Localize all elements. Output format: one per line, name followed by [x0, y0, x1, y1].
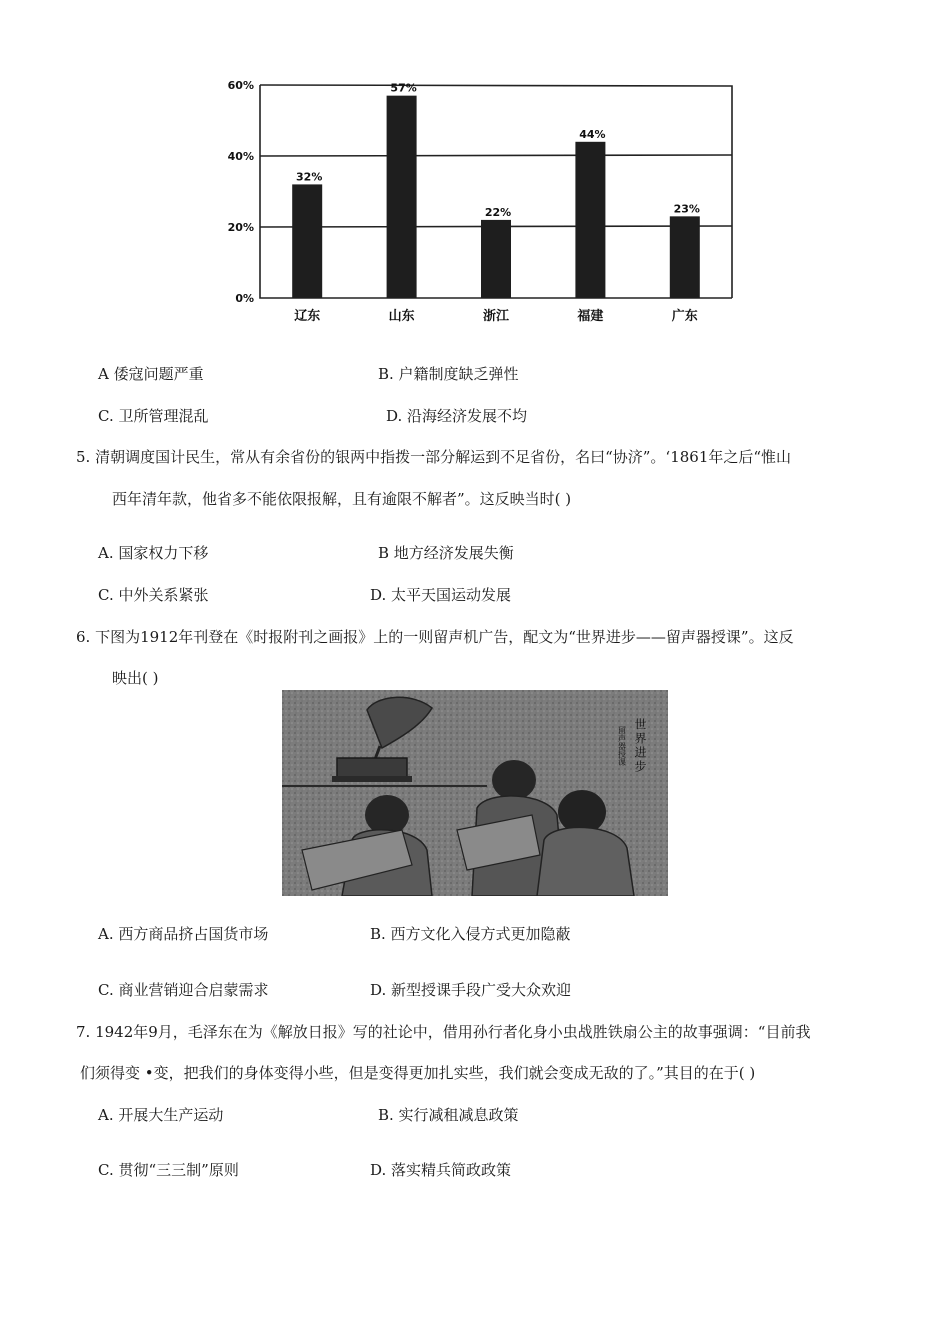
q4-option-c[interactable]: C. 卫所管理混乱	[98, 407, 209, 425]
x-category-label: 浙江	[482, 309, 510, 324]
q5-option-c[interactable]: C. 中外关系紧张	[98, 586, 209, 604]
q6-option-a[interactable]: A. 西方商品挤占国货市场	[98, 925, 269, 943]
q7-stem-line1: 7. 1942年9月，毛泽东在为《解放日报》写的社论中，借用孙行者化身小虫战胜铁扇公主的故事强调：“目前我	[76, 1023, 811, 1041]
q7-option-b[interactable]: B. 实行减租减息政策	[378, 1106, 519, 1124]
bar-value-label: 23%	[673, 202, 700, 216]
q7-option-c[interactable]: C. 贯彻“三三制”原则	[98, 1161, 239, 1179]
q6-option-c[interactable]: C. 商业营销迎合启蒙需求	[98, 981, 269, 999]
bar-2	[387, 96, 417, 298]
gramophone-cartoon-image	[282, 690, 668, 896]
bar-3	[481, 220, 511, 298]
x-category-label: 广东	[671, 309, 698, 324]
y-tick-label: 20%	[227, 221, 254, 234]
bar-value-label: 44%	[579, 127, 606, 141]
q5-option-d[interactable]: D. 太平天国运动发展	[370, 586, 512, 604]
q7-option-a[interactable]: A. 开展大生产运动	[98, 1106, 224, 1124]
chart-gridline	[260, 155, 732, 156]
q4-option-d[interactable]: D. 沿海经济发展不均	[386, 407, 528, 425]
q4-option-b[interactable]: B. 户籍制度缺乏弹性	[378, 365, 519, 383]
y-tick-label: 60%	[227, 79, 254, 92]
bar-1	[292, 184, 322, 298]
bar-value-label: 22%	[484, 205, 512, 219]
y-tick-label: 0%	[235, 292, 254, 305]
cartoon-caption-1: 世界进步	[633, 718, 647, 774]
bar-5	[670, 216, 700, 298]
q6-stem-line1: 6. 下图为1912年刊登在《时报附刊之画报》上的一则留声机广告，配文为“世界进步——留声器授课”。这反	[76, 628, 794, 646]
cartoon-caption-2: 留声器授课	[617, 726, 627, 766]
q5-stem-line2: 西年清年款，他省多不能依限报解，且有逾限不解者”。这反映当时( )	[112, 490, 572, 508]
q6-option-b[interactable]: B. 西方文化入侵方式更加隐蔽	[370, 925, 571, 943]
x-category-label: 辽东	[294, 309, 321, 324]
q6-option-d[interactable]: D. 新型授课手段广受大众欢迎	[370, 981, 572, 999]
q7-stem-line2: 们须得变 •变，把我们的身体变得小些，但是变得更加扎实些，我们就会变成无敌的了。”其目的在于( )	[80, 1064, 756, 1082]
y-tick-label: 40%	[227, 150, 254, 163]
bar-value-label: 57%	[390, 81, 417, 95]
bar-value-label: 32%	[296, 170, 323, 184]
bar-chart	[210, 72, 750, 334]
x-category-label: 山东	[388, 309, 415, 324]
x-category-label: 福建	[577, 309, 604, 324]
q5-option-a[interactable]: A. 国家权力下移	[98, 544, 209, 562]
q4-option-a[interactable]: A 倭寇问题严重	[98, 365, 204, 383]
q7-option-d[interactable]: D. 落实精兵简政政策	[370, 1161, 512, 1179]
q5-option-b[interactable]: B 地方经济发展失衡	[378, 544, 514, 562]
q6-stem-line2: 映出( )	[112, 669, 159, 687]
bar-4	[575, 142, 605, 298]
q5-stem-line1: 5. 清朝调度国计民生，常从有余省份的银两中指拨一部分解运到不足省份，名曰“协济”。‘1861年之后“惟山	[76, 448, 792, 466]
